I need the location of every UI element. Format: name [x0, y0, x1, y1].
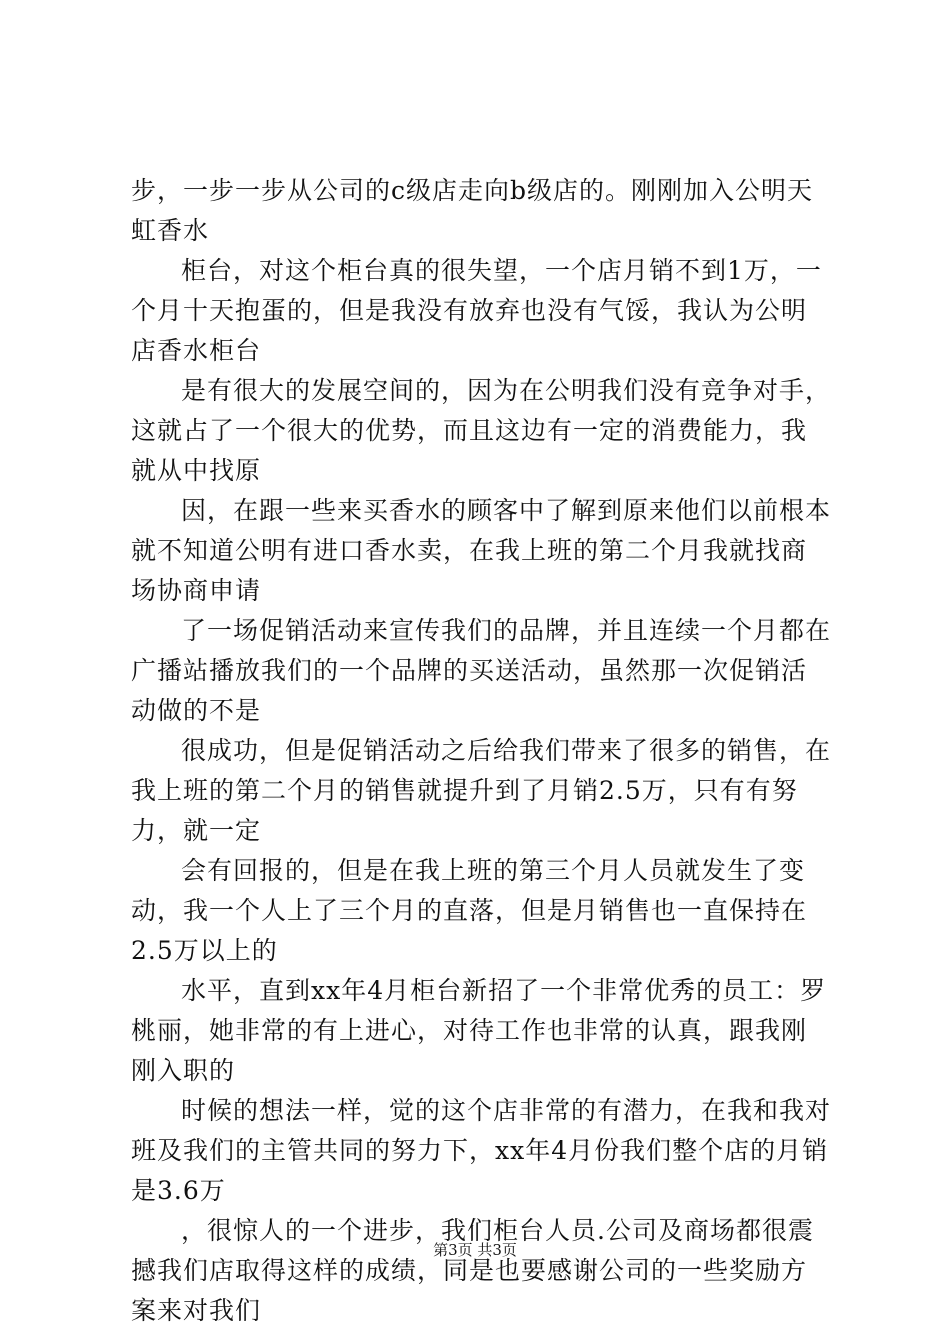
paragraph: 水平，直到xx年4月柜台新招了一个非常优秀的员工：罗桃丽，她非常的有上进心，对待工作也非常的认真，跟我刚刚入职的 — [131, 976, 827, 1085]
page-footer: 第3页 共3页 — [433, 1241, 517, 1259]
document-body — [131, 171, 831, 1331]
paragraph: 时候的想法一样，觉的这个店非常的有潜力，在我和我对班及我们的主管共同的努力下，xx年4月份我们整个店的月销是3.6万 — [131, 1096, 832, 1205]
paragraph: 是有很大的发展空间的，因为在公明我们没有竞争对手，这就占了一个很大的优势，而且这边有一定的消费能力，我就从中找原 — [131, 376, 832, 485]
paragraph: 了一场促销活动来宣传我们的品牌，并且连续一个月都在广播站播放我们的一个品牌的买送活动，虽然那一次促销活动做的不是 — [131, 616, 832, 725]
paragraph: 步，一步一步从公司的c级店走向b级店的。刚刚加入公明天虹香水 — [131, 176, 814, 245]
paragraph: 很成功，但是促销活动之后给我们带来了很多的销售，在我上班的第二个月的销售就提升到了月销2.5万，只有有努力，就一定 — [131, 736, 832, 845]
paragraph: ，很惊人的一个进步，我们柜台人员.公司及商场都很震撼我们店取得这样的成绩，同是也要感谢公司的一些奖励方案来对我们 — [131, 1216, 814, 1325]
paragraph: 因，在跟一些来买香水的顾客中了解到原来他们以前根本就不知道公明有进口香水卖，在我上班的第二个月我就找商场协商申请 — [131, 496, 832, 605]
paragraph: 柜台，对这个柜台真的很失望，一个店月销不到1万，一个月十天抱蛋的，但是我没有放弃也没有气馁，我认为公明店香水柜台 — [131, 256, 822, 365]
paragraph: 会有回报的，但是在我上班的第三个月人员就发生了变动，我一个人上了三个月的直落，但是月销售也一直保持在2.5万以上的 — [131, 856, 808, 965]
